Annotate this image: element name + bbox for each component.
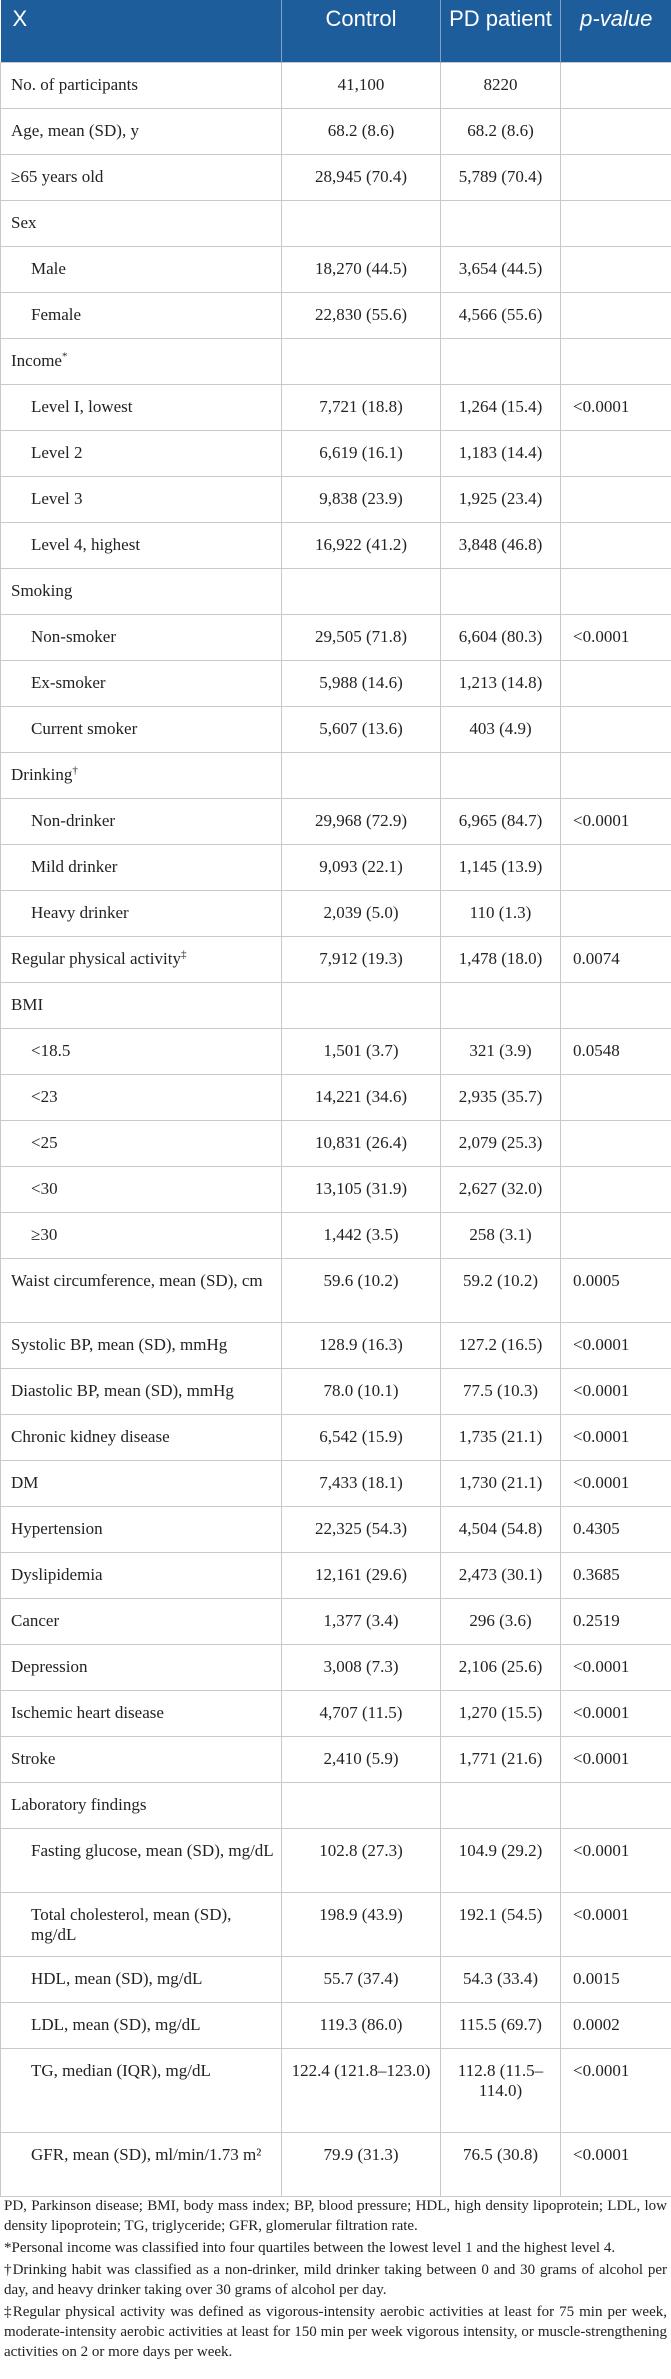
cell-control: 13,105 (31.9): [282, 1166, 441, 1212]
cell-pd-patient: 54.3 (33.4): [441, 1956, 561, 2002]
cell-control: [282, 338, 441, 384]
table-row: [1, 1322, 671, 1368]
row-label: [1, 890, 282, 936]
cell-p-value: [561, 154, 671, 200]
row-label: [1, 844, 282, 890]
cell-pd-patient: [441, 982, 561, 1028]
cell-control: 78.0 (10.1): [282, 1368, 441, 1414]
row-label-text: Male: [31, 258, 66, 278]
cell-control: 198.9 (43.9): [282, 1892, 441, 1956]
row-label-text: HDL, mean (SD), mg/dL: [31, 1968, 203, 1988]
row-label: [1, 798, 282, 844]
cell-pd-patient: 5,789 (70.4): [441, 154, 561, 200]
cell-p-value: <0.0001: [561, 1828, 671, 1892]
cell-p-value: 0.2519: [561, 1598, 671, 1644]
header-control: Control: [282, 0, 441, 62]
table-row: [1, 2002, 671, 2048]
cell-p-value: 0.0005: [561, 1258, 671, 1322]
cell-pd-patient: 68.2 (8.6): [441, 108, 561, 154]
header-variable: X: [1, 0, 282, 62]
row-label-text: Sex: [11, 212, 37, 232]
cell-control: 4,707 (11.5): [282, 1690, 441, 1736]
table-row: [1, 1956, 671, 2002]
table-row: [1, 982, 671, 1028]
cell-control: 7,433 (18.1): [282, 1460, 441, 1506]
row-label: [1, 200, 282, 246]
cell-p-value: <0.0001: [561, 2132, 671, 2196]
cell-pd-patient: 59.2 (10.2): [441, 1258, 561, 1322]
row-label: [1, 752, 282, 798]
cell-p-value: <0.0001: [561, 1736, 671, 1782]
cell-p-value: [561, 752, 671, 798]
cell-control: 14,221 (34.6): [282, 1074, 441, 1120]
footnote-marker: †: [72, 763, 78, 776]
cell-control: 16,922 (41.2): [282, 522, 441, 568]
table-row: [1, 1506, 671, 1552]
cell-pd-patient: 3,848 (46.8): [441, 522, 561, 568]
row-label: [1, 246, 282, 292]
row-label: [1, 706, 282, 752]
cell-pd-patient: [441, 568, 561, 614]
cell-pd-patient: 4,566 (55.6): [441, 292, 561, 338]
table-row: [1, 1120, 671, 1166]
row-label-text: Systolic BP, mean (SD), mmHg: [11, 1334, 228, 1354]
row-label-text: Level I, lowest: [31, 396, 133, 416]
row-label-text: Income: [11, 350, 62, 370]
cell-p-value: <0.0001: [561, 1414, 671, 1460]
table-body: [1, 62, 671, 2196]
cell-control: 5,607 (13.6): [282, 706, 441, 752]
cell-pd-patient: 1,264 (15.4): [441, 384, 561, 430]
footnote-marker: *: [61, 349, 68, 362]
cell-control: 3,008 (7.3): [282, 1644, 441, 1690]
row-label-text: Ischemic heart disease: [11, 1702, 164, 1722]
cell-control: [282, 568, 441, 614]
table-row: [1, 1028, 671, 1074]
cell-pd-patient: 1,730 (21.1): [441, 1460, 561, 1506]
table-row: [1, 108, 671, 154]
row-label: [1, 292, 282, 338]
row-label-text: Regular physical activity: [11, 948, 181, 968]
cell-pd-patient: 2,627 (32.0): [441, 1166, 561, 1212]
row-label: [1, 154, 282, 200]
cell-p-value: [561, 1782, 671, 1828]
table-row: [1, 476, 671, 522]
cell-control: [282, 1782, 441, 1828]
cell-pd-patient: 1,270 (15.5): [441, 1690, 561, 1736]
cell-pd-patient: 6,604 (80.3): [441, 614, 561, 660]
row-label: [1, 476, 282, 522]
row-label: [1, 1782, 282, 1828]
cell-pd-patient: 1,925 (23.4): [441, 476, 561, 522]
cell-pd-patient: 112.8 (11.5–114.0): [441, 2048, 561, 2132]
cell-p-value: [561, 338, 671, 384]
row-label-text: BMI: [11, 994, 44, 1014]
cell-control: 7,721 (18.8): [282, 384, 441, 430]
cell-control: 1,442 (3.5): [282, 1212, 441, 1258]
table-row: [1, 798, 671, 844]
row-label-text: Cancer: [11, 1610, 60, 1630]
cell-pd-patient: 1,213 (14.8): [441, 660, 561, 706]
row-label-text: Level 3: [31, 488, 83, 508]
cell-p-value: 0.3685: [561, 1552, 671, 1598]
table-row: [1, 844, 671, 890]
cell-p-value: [561, 568, 671, 614]
cell-control: [282, 200, 441, 246]
cell-control: [282, 982, 441, 1028]
footnote-abbreviations: PD, Parkinson disease; BMI, body mass index; BP, blood pressure; HDL, high density lipoprotein; LDL, low density lipoprotein; TG, triglyceride; GFR, glomerular filtration rate.: [4, 2198, 667, 2234]
cell-pd-patient: 104.9 (29.2): [441, 1828, 561, 1892]
row-label-text: No. of participants: [11, 74, 138, 94]
footnote-income: *Personal income was classified into four quartiles between the lowest level 1 and the highest level 4.: [4, 2240, 616, 2256]
cell-control: 7,912 (19.3): [282, 936, 441, 982]
cell-control: 1,501 (3.7): [282, 1028, 441, 1074]
cell-p-value: 0.0548: [561, 1028, 671, 1074]
cell-p-value: <0.0001: [561, 614, 671, 660]
cell-p-value: [561, 62, 671, 108]
cell-p-value: [561, 1120, 671, 1166]
row-label: [1, 2048, 282, 2132]
cell-control: 12,161 (29.6): [282, 1552, 441, 1598]
cell-pd-patient: 127.2 (16.5): [441, 1322, 561, 1368]
footnote-physical-activity: ‡Regular physical activity was defined as vigorous-intensity aerobic activities at least for 75 min per week, moderate-intensity aerobic activities at least for 150 min per week vigorous intensity, or muscle-strengthening activities on 2 or more days per week.: [4, 2304, 667, 2360]
row-label: [1, 384, 282, 430]
row-label: [1, 982, 282, 1028]
cell-control: 119.3 (86.0): [282, 2002, 441, 2048]
row-label: [1, 1258, 282, 1322]
header-pd-patient: PD patient: [441, 0, 561, 62]
row-label: [1, 1956, 282, 2002]
cell-control: 22,325 (54.3): [282, 1506, 441, 1552]
cell-pd-patient: 403 (4.9): [441, 706, 561, 752]
row-label-text: Non-drinker: [31, 810, 116, 830]
row-label-text: Age, mean (SD), y: [11, 120, 139, 140]
cell-control: 9,093 (22.1): [282, 844, 441, 890]
row-label: [1, 1736, 282, 1782]
row-label: [1, 1322, 282, 1368]
table-row: [1, 1736, 671, 1782]
row-label: [1, 660, 282, 706]
cell-p-value: [561, 522, 671, 568]
cell-pd-patient: 1,735 (21.1): [441, 1414, 561, 1460]
cell-p-value: [561, 706, 671, 752]
cell-pd-patient: 321 (3.9): [441, 1028, 561, 1074]
cell-control: 5,988 (14.6): [282, 660, 441, 706]
row-label: [1, 1892, 282, 1956]
footnote-marker: ‡: [180, 947, 187, 960]
row-label-text: Laboratory findings: [11, 1794, 147, 1814]
row-label: [1, 1212, 282, 1258]
cell-pd-patient: 1,478 (18.0): [441, 936, 561, 982]
cell-p-value: <0.0001: [561, 384, 671, 430]
table-row: [1, 660, 671, 706]
cell-control: 10,831 (26.4): [282, 1120, 441, 1166]
row-label-text: <18.5: [31, 1040, 71, 1060]
cell-p-value: [561, 1074, 671, 1120]
row-label-text: Current smoker: [31, 718, 138, 738]
row-label: [1, 1690, 282, 1736]
row-label-text: Depression: [11, 1656, 88, 1676]
cell-p-value: <0.0001: [561, 2048, 671, 2132]
cell-p-value: [561, 476, 671, 522]
row-label-text: LDL, mean (SD), mg/dL: [31, 2014, 201, 2034]
cell-p-value: <0.0001: [561, 1892, 671, 1956]
table-row: [1, 1212, 671, 1258]
cell-pd-patient: 115.5 (69.7): [441, 2002, 561, 2048]
cell-p-value: [561, 1212, 671, 1258]
table-row: [1, 752, 671, 798]
cell-pd-patient: 4,504 (54.8): [441, 1506, 561, 1552]
cell-p-value: <0.0001: [561, 1322, 671, 1368]
table-row: [1, 568, 671, 614]
row-label-text: Waist circumference, mean (SD), cm: [11, 1270, 263, 1290]
cell-p-value: <0.0001: [561, 798, 671, 844]
table-row: [1, 338, 671, 384]
table-row: [1, 1074, 671, 1120]
table-row: [1, 384, 671, 430]
cell-p-value: [561, 890, 671, 936]
cell-pd-patient: 258 (3.1): [441, 1212, 561, 1258]
cell-pd-patient: [441, 752, 561, 798]
cell-p-value: [561, 430, 671, 476]
cell-p-value: [561, 660, 671, 706]
cell-pd-patient: 3,654 (44.5): [441, 246, 561, 292]
row-label-text: <30: [31, 1178, 58, 1198]
table-row: [1, 1598, 671, 1644]
cell-pd-patient: 77.5 (10.3): [441, 1368, 561, 1414]
row-label-text: Chronic kidney disease: [11, 1426, 170, 1446]
cell-p-value: <0.0001: [561, 1460, 671, 1506]
row-label: [1, 1552, 282, 1598]
cell-control: 41,100: [282, 62, 441, 108]
cell-pd-patient: 192.1 (54.5): [441, 1892, 561, 1956]
cell-control: [282, 752, 441, 798]
row-label-text: Dyslipidemia: [11, 1564, 103, 1584]
row-label-text: Total cholesterol, mean (SD), mg/dL: [31, 1904, 232, 1944]
cell-pd-patient: [441, 200, 561, 246]
row-label: [1, 1644, 282, 1690]
cell-control: 1,377 (3.4): [282, 1598, 441, 1644]
cell-control: 2,410 (5.9): [282, 1736, 441, 1782]
row-label-text: Drinking: [11, 764, 73, 784]
row-label: [1, 2132, 282, 2196]
cell-pd-patient: [441, 1782, 561, 1828]
table-row: [1, 1368, 671, 1414]
row-label-text: <23: [31, 1086, 58, 1106]
table-row: [1, 62, 671, 108]
cell-pd-patient: 1,771 (21.6): [441, 1736, 561, 1782]
row-label-text: Level 2: [31, 442, 83, 462]
cell-p-value: 0.4305: [561, 1506, 671, 1552]
row-label-text: Hypertension: [11, 1518, 103, 1538]
row-label: [1, 1460, 282, 1506]
row-label-text: Diastolic BP, mean (SD), mmHg: [11, 1380, 234, 1400]
cell-p-value: [561, 246, 671, 292]
table-row: [1, 614, 671, 660]
row-label-text: TG, median (IQR), mg/dL: [31, 2060, 211, 2080]
table-row: [1, 154, 671, 200]
table-row: [1, 936, 671, 982]
cell-p-value: 0.0015: [561, 1956, 671, 2002]
table-row: [1, 1258, 671, 1322]
row-label-text: Level 4, highest: [31, 534, 141, 554]
cell-control: 9,838 (23.9): [282, 476, 441, 522]
cell-pd-patient: 1,183 (14.4): [441, 430, 561, 476]
table-row: [1, 292, 671, 338]
cell-p-value: [561, 108, 671, 154]
table-row: [1, 706, 671, 752]
cell-pd-patient: 2,473 (30.1): [441, 1552, 561, 1598]
row-label-text: GFR, mean (SD), ml/min/1.73 m²: [31, 2144, 262, 2164]
footnote-drinking: †Drinking habit was classified as a non-drinker, mild drinker taking between 0 and 30 grams of alcohol per day, and heavy drinker taking over 30 grams of alcohol per day.: [4, 2262, 667, 2298]
cell-pd-patient: 8220: [441, 62, 561, 108]
cell-p-value: [561, 844, 671, 890]
row-label: [1, 1598, 282, 1644]
table-row: [1, 2048, 671, 2132]
cell-control: 22,830 (55.6): [282, 292, 441, 338]
row-label: [1, 936, 282, 982]
row-label: [1, 1166, 282, 1212]
cell-p-value: <0.0001: [561, 1690, 671, 1736]
row-label-text: Heavy drinker: [31, 902, 129, 922]
row-label-text: Mild drinker: [31, 856, 118, 876]
row-label: [1, 1506, 282, 1552]
cell-p-value: 0.0002: [561, 2002, 671, 2048]
cell-control: 68.2 (8.6): [282, 108, 441, 154]
row-label: [1, 614, 282, 660]
table-row: [1, 2132, 671, 2196]
row-label: [1, 568, 282, 614]
cell-pd-patient: 2,935 (35.7): [441, 1074, 561, 1120]
cell-control: 6,619 (16.1): [282, 430, 441, 476]
row-label: [1, 1368, 282, 1414]
cell-pd-patient: 296 (3.6): [441, 1598, 561, 1644]
row-label-text: Ex-smoker: [31, 672, 106, 692]
row-label: [1, 1414, 282, 1460]
row-label-text: <25: [31, 1132, 58, 1152]
cell-control: 28,945 (70.4): [282, 154, 441, 200]
header-p-value: p-value: [561, 0, 671, 62]
table-row: [1, 246, 671, 292]
cell-control: 55.7 (37.4): [282, 1956, 441, 2002]
table-row: [1, 522, 671, 568]
cell-control: 18,270 (44.5): [282, 246, 441, 292]
cell-pd-patient: 2,079 (25.3): [441, 1120, 561, 1166]
cell-pd-patient: 110 (1.3): [441, 890, 561, 936]
cell-control: 128.9 (16.3): [282, 1322, 441, 1368]
cell-pd-patient: 1,145 (13.9): [441, 844, 561, 890]
row-label: [1, 430, 282, 476]
cell-control: 122.4 (121.8–123.0): [282, 2048, 441, 2132]
table-row: [1, 1460, 671, 1506]
table-row: [1, 1552, 671, 1598]
cell-p-value: <0.0001: [561, 1368, 671, 1414]
table-row: [1, 890, 671, 936]
cell-control: 2,039 (5.0): [282, 890, 441, 936]
table-row: [1, 1166, 671, 1212]
cell-control: 29,968 (72.9): [282, 798, 441, 844]
row-label: [1, 1828, 282, 1892]
cell-pd-patient: 6,965 (84.7): [441, 798, 561, 844]
row-label-text: Non-smoker: [31, 626, 116, 646]
cell-p-value: <0.0001: [561, 1644, 671, 1690]
row-label-text: ≥65 years old: [11, 166, 104, 186]
cell-control: 59.6 (10.2): [282, 1258, 441, 1322]
table-row: [1, 1828, 671, 1892]
cell-p-value: [561, 1166, 671, 1212]
cell-p-value: [561, 982, 671, 1028]
table-row: [1, 1690, 671, 1736]
row-label: [1, 108, 282, 154]
cell-control: 79.9 (31.3): [282, 2132, 441, 2196]
row-label: [1, 62, 282, 108]
cell-pd-patient: [441, 338, 561, 384]
cell-p-value: 0.0074: [561, 936, 671, 982]
row-label: [1, 1074, 282, 1120]
cell-pd-patient: 76.5 (30.8): [441, 2132, 561, 2196]
row-label-text: Female: [31, 304, 82, 324]
cell-pd-patient: 2,106 (25.6): [441, 1644, 561, 1690]
row-label-text: Stroke: [11, 1748, 56, 1768]
row-label-text: ≥30: [31, 1224, 58, 1244]
table-row: [1, 1782, 671, 1828]
table-row: [1, 430, 671, 476]
row-label-text: DM: [11, 1472, 39, 1492]
table-row: [1, 1892, 671, 1956]
cell-control: 29,505 (71.8): [282, 614, 441, 660]
table-row: [1, 200, 671, 246]
table-footnotes: [4, 2196, 667, 2364]
row-label-text: Fasting glucose, mean (SD), mg/dL: [31, 1840, 274, 1860]
row-label: [1, 1120, 282, 1166]
table-row: [1, 1414, 671, 1460]
row-label: [1, 338, 282, 384]
cell-p-value: [561, 200, 671, 246]
row-label: [1, 2002, 282, 2048]
cell-control: 102.8 (27.3): [282, 1828, 441, 1892]
cell-control: 6,542 (15.9): [282, 1414, 441, 1460]
table-row: [1, 1644, 671, 1690]
row-label: [1, 522, 282, 568]
cell-p-value: [561, 292, 671, 338]
row-label: [1, 1028, 282, 1074]
row-label-text: Smoking: [11, 580, 73, 600]
table-header-row: [1, 0, 671, 62]
